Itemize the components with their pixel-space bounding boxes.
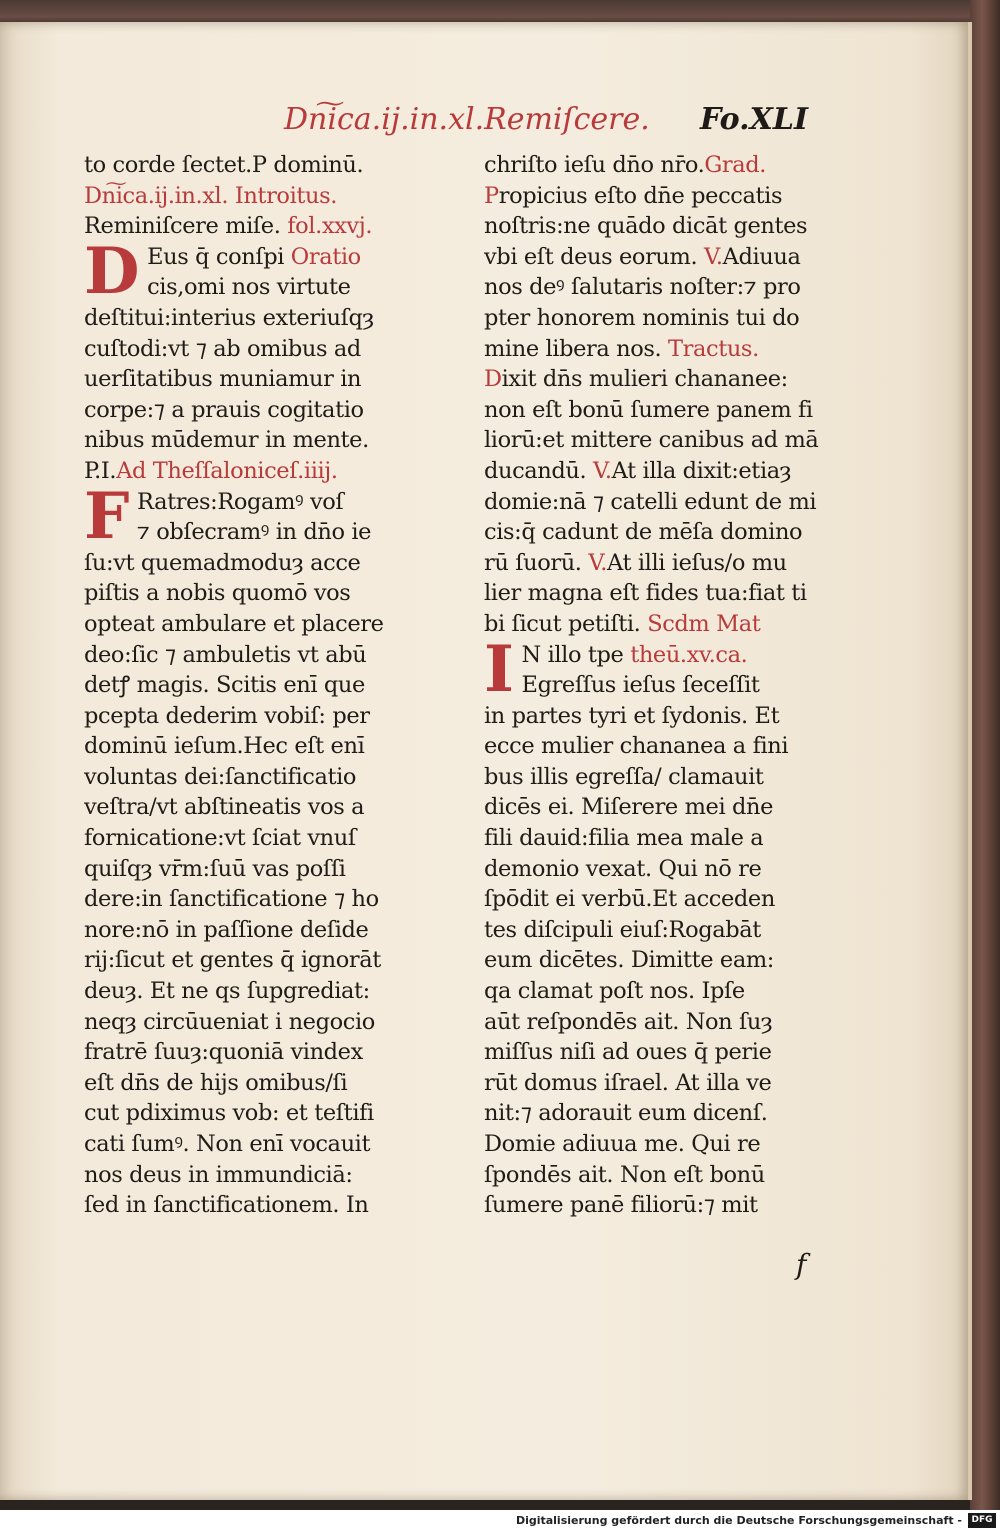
line-text: dominū ieſum.Hec eſt enī (84, 733, 365, 760)
rubric-text: fol.xxvj. (287, 213, 373, 240)
text-line (484, 150, 830, 181)
line-text: ſumere panē filiorū:⁊ mit (484, 1192, 758, 1219)
text-line (484, 181, 830, 212)
text-line (484, 792, 830, 823)
line-text: quiſqȝ vr̄m:ſuū vas poſſi (84, 855, 346, 882)
line-text: bus illis egreſſa/ clamauit (484, 763, 764, 790)
text-line (84, 1129, 436, 1160)
text-line (484, 915, 830, 946)
text-line (484, 1098, 830, 1129)
footer-credit-text: Digitalisierung gefördert durch die Deutsche Forschungsgemeinschaft - (515, 1514, 962, 1527)
text-line (84, 425, 436, 456)
line-text: lier magna eſt fides tua:fiat ti (484, 580, 807, 607)
line-text: mine libera nos. (484, 335, 669, 362)
text-line (84, 1190, 436, 1221)
text-line (84, 456, 436, 487)
line-text: pcepta dederim vobiſ: per (84, 702, 370, 729)
text-line (147, 272, 436, 303)
text-line (137, 517, 436, 548)
line-text: aūt reſpondēs ait. Non ſuȝ (484, 1008, 773, 1035)
text-line (484, 395, 830, 426)
line-text: ducandū. (484, 457, 593, 484)
line-text: detꝭ magis. Scitis enī que (84, 672, 365, 699)
text-line (484, 334, 830, 365)
line-text: eum dicētes. Dimitte eam: (484, 947, 774, 974)
text-line (84, 915, 436, 946)
versicle-mark: V. (588, 549, 607, 576)
signature-mark: f (796, 1248, 807, 1281)
line-text: ſpōdit ei verbū.Et acceden (484, 886, 775, 913)
line-text: cis,omi nos virtute (147, 274, 351, 301)
text-line (84, 884, 436, 915)
line-text: Reminiſcere miſe. (84, 213, 288, 240)
drop-capital: F (84, 478, 130, 554)
text-line (84, 181, 436, 212)
line-text: ſu:vt quemadmoduȝ acce (84, 549, 361, 576)
text-line (84, 334, 436, 365)
text-line (484, 1037, 830, 1068)
text-line (484, 1190, 830, 1221)
line-text: Domie adiuua me. Qui re (484, 1131, 761, 1157)
text-line (484, 731, 830, 762)
line-text: deſtitui:interius exteriuſqȝ (84, 304, 374, 331)
text-line (84, 731, 436, 762)
text-line (84, 792, 436, 823)
text-line (84, 1037, 436, 1068)
text-line (84, 303, 436, 334)
line-text: deo:ſic ⁊ ambuletis vt abū (84, 641, 367, 668)
text-line (84, 976, 436, 1007)
line-text-tail: At illi ieſus/o mu (607, 549, 787, 576)
rubric-text: Ad Theſſaloniceſ.iiij. (116, 457, 338, 484)
line-text: bi ſicut petiſti. (484, 610, 648, 637)
text-line (484, 425, 830, 456)
page-edge (968, 22, 972, 1500)
text-line (484, 303, 830, 334)
line-text: domie:nā ⁊ catelli edunt de mi (484, 488, 817, 515)
text-line (84, 854, 436, 885)
line-text: fili dauid:filia mea male a (484, 825, 764, 852)
text-line (484, 211, 830, 242)
text-line (484, 456, 830, 487)
line-text: cis:q̄ cadunt de mēſa domino (484, 519, 803, 546)
line-text: liorū:et mittere canibus ad mā (484, 427, 819, 454)
text-line (484, 242, 830, 273)
line-text: Dn͠ica.ij.in.xl. Introitus. (84, 182, 337, 209)
text-line (484, 762, 830, 793)
text-line (84, 364, 436, 395)
rubric-text: Oratio (290, 243, 361, 270)
text-line (484, 701, 830, 732)
text-line (522, 670, 830, 701)
text-line (484, 487, 830, 518)
text-line (84, 1160, 436, 1191)
line-text: nos deus in immundiciā: (84, 1161, 353, 1188)
text-line (484, 517, 830, 548)
text-line (84, 578, 436, 609)
line-text: N illo tpe (521, 641, 631, 668)
rubric-initial: P (484, 182, 499, 209)
line-text: ecce mulier chananea a fini (484, 733, 789, 760)
text-line (484, 364, 830, 395)
line-text: qa clamat poſt nos. Ipſe (484, 978, 745, 1005)
drop-capital: D (84, 233, 140, 309)
text-line (84, 1007, 436, 1038)
line-text: corpe:⁊ a prauis cogitatio (84, 396, 364, 423)
text-line (484, 272, 830, 303)
rubric-text: Grad. (704, 152, 767, 178)
text-line (484, 884, 830, 915)
text-line (484, 945, 830, 976)
text-line (484, 976, 830, 1007)
line-text: noſtris:ne quādo dicāt gentes (484, 213, 808, 240)
text-line (484, 823, 830, 854)
line-text: cuſtodi:vt ⁊ ab omibus ad (84, 335, 361, 362)
text-line (484, 1160, 830, 1191)
line-text: Egreſſus ieſus ſeceſſit (521, 672, 760, 699)
text-line (84, 823, 436, 854)
line-text: rū ſuorū. (484, 549, 589, 576)
text-line (84, 1068, 436, 1099)
text-line (484, 548, 830, 579)
text-line (84, 395, 436, 426)
line-text: deuȝ. Et ne qs ſupgrediat: (84, 978, 370, 1005)
text-line (84, 640, 436, 671)
left-text-column (84, 150, 436, 1221)
line-text: cati ſumꝰ. Non enī vocauit (84, 1131, 371, 1157)
rubric-initial: D (484, 366, 502, 393)
line-text: P.I. (84, 457, 117, 484)
line-text-tail: At illa dixit:etiaȝ (611, 457, 792, 484)
line-text: fratrē ſuuȝ:quoniā vindex (84, 1039, 363, 1066)
line-text: chriſto ieſu dn̄o nr̄o. (484, 152, 705, 178)
text-line (84, 762, 436, 793)
line-text: dere:in ſanctificatione ⁊ ho (84, 886, 379, 913)
rubric-text: theū.xv.ca. (630, 641, 748, 668)
line-text: pter honorem nominis tui do (484, 304, 800, 331)
line-text: non eſt bonū ſumere panem fi (484, 396, 813, 423)
versicle-mark: V. (593, 457, 612, 484)
text-line (484, 1007, 830, 1038)
line-text: ixit dn̄s mulieri chananee: (501, 366, 788, 393)
line-text: rij:ſicut et gentes q̄ ignorāt (84, 947, 381, 974)
line-text: fornicatione:vt ſciat vnuſ (84, 825, 356, 852)
line-text: tes diſcipuli eiuſ:Rogabāt (484, 916, 761, 943)
text-line (484, 1129, 830, 1160)
text-line (84, 945, 436, 976)
line-text: nit:⁊ adorauit eum dicenſ. (484, 1100, 768, 1127)
text-line (84, 548, 436, 579)
line-text: demonio vexat. Qui nō re (484, 855, 762, 882)
line-text: rūt domus iſrael. At illa ve (484, 1069, 772, 1096)
running-header-title: Dn͠ica.ij.in.xl.Remiſcere. (284, 102, 650, 137)
rubric-text: Tractus. (668, 335, 759, 362)
text-line (84, 701, 436, 732)
text-line (84, 211, 436, 242)
line-text: piſtis a nobis quomō vos (84, 580, 351, 607)
line-text: miſſus niſi ad oues q̄ perie (484, 1039, 772, 1066)
line-text: cut pdiximus vob: et teſtifi (84, 1100, 374, 1127)
text-line (484, 854, 830, 885)
line-text: to corde ſectet.P dominū. (84, 152, 364, 178)
text-line (84, 670, 436, 701)
line-text: uerſitatibus muniamur in (84, 366, 362, 393)
line-text: ropicius eſto dn̄e peccatis (498, 182, 783, 209)
line-text: ſpondēs ait. Non eſt bonū (484, 1161, 765, 1188)
line-text: voluntas dei:ſanctificatio (84, 763, 357, 790)
versicle-mark: V. (703, 243, 723, 270)
line-text: ſed in ſanctificationem. In (84, 1192, 369, 1219)
line-text: vbi eſt deus eorum. (484, 243, 704, 270)
line-text: in partes tyri et ſydonis. Et (484, 702, 780, 729)
text-line (84, 1098, 436, 1129)
rubric-text: Scdm Mat (647, 610, 761, 637)
line-text: nos deꝰ ſalutaris noſter:⁊ pro (484, 274, 801, 301)
text-line (84, 609, 436, 640)
drop-capital: I (484, 631, 514, 707)
line-text: neqȝ circūueniat i negocio (84, 1008, 375, 1035)
line-text: opteat ambulare et placere (84, 610, 384, 637)
line-text: Eus q̄ conſpi (147, 243, 291, 270)
text-line (484, 609, 830, 640)
text-line (484, 578, 830, 609)
folio-number: Fo.XLI (700, 102, 808, 137)
text-line (84, 150, 436, 181)
line-text: nore:nō in paſſione deſide (84, 916, 369, 943)
line-text: Ratres:Rogamꝰ voſ (137, 488, 344, 515)
book-board-edge (970, 0, 1000, 1510)
right-text-column (484, 150, 830, 1221)
line-text: ⁊ obſecramꝰ in dn̄o ie (137, 519, 372, 546)
text-line (484, 1068, 830, 1099)
dfg-logo: DFG (968, 1513, 996, 1528)
line-text-tail: Adiuua (722, 243, 801, 270)
line-text: eſt dn̄s de hijs omibus/ſi (84, 1069, 348, 1096)
line-text: veſtra/vt abſtineatis vos a (84, 794, 365, 821)
line-text: dicēs ei. Miſerere mei dn̄e (484, 794, 774, 821)
line-text: nibus mūdemur in mente. (84, 427, 369, 454)
footer-bar (0, 1510, 1000, 1533)
